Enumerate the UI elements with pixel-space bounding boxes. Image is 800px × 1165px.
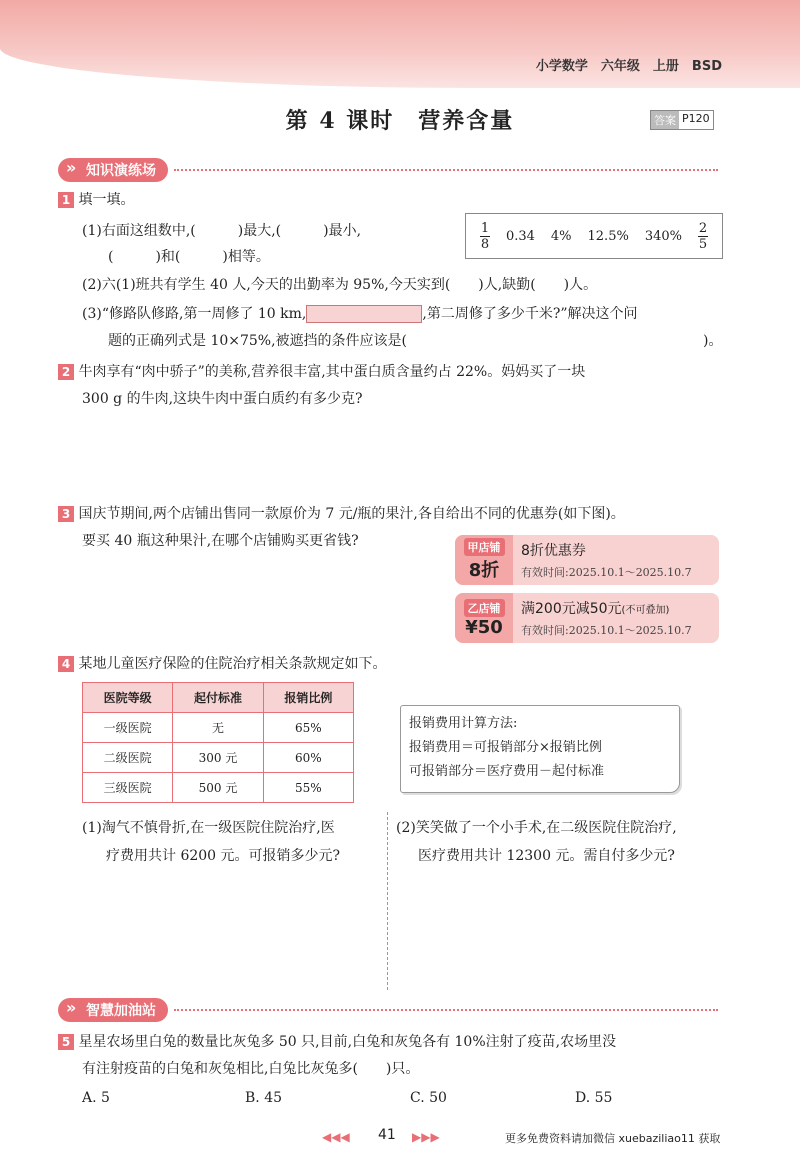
question-number: 4 [58, 656, 74, 672]
q1-part3-line1 [82, 304, 638, 324]
option-b: B. 45 [245, 1090, 283, 1106]
table-cell: 65% [263, 713, 353, 743]
table-cell: 500 元 [173, 773, 263, 803]
question-1-stem [58, 190, 134, 210]
q1-part2: (2)六(1)班共有学生 40 人,今天的出勤率为 95%,今天实到( )人,缺勤( )人。 [82, 277, 598, 293]
coupon-body [513, 593, 700, 643]
section-header-1 [58, 158, 718, 182]
question-5-line1 [58, 1032, 616, 1052]
page-title: 第 4 课时 营养含量 [285, 108, 515, 134]
note-line: 报销费用计算方法: [409, 716, 518, 731]
coupon-stub [455, 535, 513, 585]
table-header-row [83, 683, 354, 713]
coupon-offer: 8折优惠券 [521, 543, 586, 559]
question-text: 国庆节期间,两个店铺出售同一款原价为 7 元/瓶的果汁,各自给出不同的优惠券(如下图)。 [78, 506, 625, 522]
q1-part3-close: )。 [703, 333, 723, 349]
dotted-divider [174, 169, 718, 171]
question-text: 填一填。 [78, 192, 135, 208]
table-row [83, 773, 354, 803]
q1-part1-line1: (1)右面这组数中,( )最大,( )最小, [82, 223, 362, 239]
coupon-shop-a [455, 535, 719, 585]
numerator: 1 [480, 220, 490, 236]
table-cell: 55% [263, 773, 353, 803]
table-row [83, 743, 354, 773]
question-5-line2: 有注射疫苗的白兔和灰兔相比,白兔比灰兔多( )只。 [82, 1061, 420, 1077]
section-title: » 智慧加油站 [58, 998, 168, 1022]
coupon-value: 8折 [468, 560, 500, 581]
section-title: » 知识演练场 [58, 158, 168, 182]
question-text: 牛肉享有“肉中骄子”的美称,营养很丰富,其中蛋白质含量约占 22%。妈妈买了一块 [78, 364, 586, 380]
coupon-value: ¥50 [465, 616, 503, 638]
answer-reference [650, 110, 714, 130]
question-number: 3 [58, 506, 74, 522]
q4-sub1-line2: 疗费用共计 6200 元。可报销多少元? [106, 848, 341, 864]
fraction-two-fifths [698, 221, 708, 252]
shop-tag: 甲店铺 [464, 538, 505, 556]
book-info: 小学数学 六年级 上册 BSD [535, 59, 722, 74]
question-2-line1 [58, 362, 585, 382]
table-cell: 300 元 [173, 743, 263, 773]
table-row [83, 713, 354, 743]
question-number: 2 [58, 364, 74, 380]
text: (3)“修路队修路,第一周修了 10 km, [82, 306, 307, 322]
question-text: 某地儿童医疗保险的住院治疗相关条款规定如下。 [78, 656, 387, 672]
hidden-condition-mask [306, 305, 422, 323]
number-value: 0.34 [505, 228, 535, 244]
q1-part3-line2: 题的正确列式是 10×75%,被遮挡的条件应该是( [108, 333, 408, 349]
q4-sub1-line1: (1)淘气不慎骨折,在一级医院住院治疗,医 [82, 820, 335, 836]
column-divider [387, 812, 388, 990]
promo-text: 更多免费资料请加微信 xuebaziliao11 获取 [505, 1132, 721, 1145]
answer-label: 答案 [651, 111, 679, 129]
question-4-stem [58, 654, 386, 674]
offer-text: 满200元减50元 [521, 601, 622, 617]
shop-tag: 乙店铺 [464, 599, 505, 617]
table-cell: 二级医院 [83, 743, 173, 773]
number-set-box [465, 213, 723, 259]
option-a: A. 5 [82, 1090, 110, 1106]
denominator: 8 [480, 236, 490, 252]
page-number: 41 [378, 1127, 396, 1143]
denominator: 5 [698, 236, 708, 252]
table-cell: 一级医院 [83, 713, 173, 743]
coupon-offer [521, 598, 692, 618]
question-2-line2: 300 g 的牛肉,这块牛肉中蛋白质约有多少克? [82, 391, 363, 407]
offer-note: (不可叠加) [621, 605, 670, 616]
number-value: 340% [644, 228, 682, 244]
column-header: 起付标准 [173, 683, 263, 713]
next-arrows-icon: ▶▶▶ [412, 1130, 440, 1144]
text: ,第二周修了多少千米?”解决这个问 [422, 306, 638, 322]
table-cell: 60% [263, 743, 353, 773]
coupon-body [513, 535, 700, 585]
q1-part1-line2: ( )和( )相等。 [108, 249, 270, 265]
coupon-validity: 有效时间:2025.10.1～2025.10.7 [521, 624, 692, 637]
coupon-validity: 有效时间:2025.10.1～2025.10.7 [521, 566, 692, 579]
column-header: 医院等级 [83, 683, 173, 713]
column-header: 报销比例 [263, 683, 353, 713]
q4-sub2-line1: (2)笑笑做了一个小手术,在二级医院住院治疗, [396, 820, 677, 836]
table-cell: 三级医院 [83, 773, 173, 803]
option-c: C. 50 [410, 1090, 447, 1106]
insurance-table [82, 682, 354, 803]
coupon-shop-b [455, 593, 719, 643]
question-number: 1 [58, 192, 74, 208]
question-3-line2: 要买 40 瓶这种果汁,在哪个店铺购买更省钱? [82, 533, 359, 549]
question-text: 星星农场里白兔的数量比灰兔多 50 只,目前,白兔和灰兔各有 10%注射了疫苗,农场里没 [78, 1034, 617, 1050]
fraction-one-eighth [480, 221, 490, 252]
number-value: 4% [550, 228, 572, 244]
section-header-2 [58, 998, 718, 1022]
formula-note [400, 705, 680, 793]
dotted-divider [174, 1009, 718, 1011]
option-d: D. 55 [575, 1090, 613, 1106]
header-band [0, 0, 800, 88]
numerator: 2 [698, 220, 708, 236]
table-cell: 无 [173, 713, 263, 743]
number-value: 12.5% [587, 228, 629, 244]
question-number: 5 [58, 1034, 74, 1050]
coupon-stub [455, 593, 513, 643]
note-line: 可报销部分＝医疗费用－起付标准 [409, 764, 605, 779]
note-line: 报销费用＝可报销部分×报销比例 [409, 740, 602, 755]
question-3-line1 [58, 504, 625, 524]
q4-sub2-line2: 医疗费用共计 12300 元。需自付多少元? [418, 848, 675, 864]
answer-page: P120 [682, 112, 710, 125]
prev-arrows-icon: ◀◀◀ [322, 1130, 350, 1144]
